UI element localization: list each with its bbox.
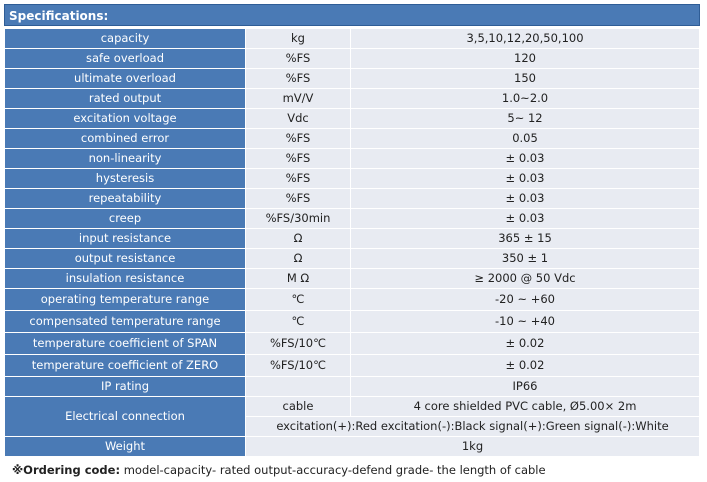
row-value: 3,5,10,12,20,50,100 [351, 29, 700, 49]
row-value: -20 ~ +60 [351, 289, 700, 311]
table-row [5, 209, 700, 229]
row-unit: ℃ [246, 289, 351, 311]
row-value: 365 ± 15 [351, 229, 700, 249]
row-value: ± 0.03 [351, 189, 700, 209]
row-param-label: temperature coefficient of SPAN [5, 333, 246, 355]
row-value: 1.0~2.0 [351, 89, 700, 109]
row-value: IP66 [351, 377, 700, 397]
row-unit: ℃ [246, 311, 351, 333]
row-unit: %FS/10℃ [246, 355, 351, 377]
table-row [5, 311, 700, 333]
spec-header: Specifications: [4, 4, 700, 26]
row-param-label: temperature coefficient of ZERO [5, 355, 246, 377]
row-value: ± 0.02 [351, 355, 700, 377]
row-unit: mV/V [246, 89, 351, 109]
table-row [5, 333, 700, 355]
cable-label: cable [246, 397, 351, 417]
wiring-value: excitation(+):Red excitation(-):Black signal(+):Green signal(-):White [246, 417, 700, 437]
weight-label: Weight [5, 437, 246, 457]
row-param-label: compensated temperature range [5, 311, 246, 333]
spec-sheet [4, 4, 700, 457]
row-value: ≥ 2000 @ 50 Vdc [351, 269, 700, 289]
table-row [5, 229, 700, 249]
table-row [5, 129, 700, 149]
row-param-label: output resistance [5, 249, 246, 269]
row-unit: M Ω [246, 269, 351, 289]
row-param-label: safe overload [5, 49, 246, 69]
row-unit: %FS/30min [246, 209, 351, 229]
row-value: ± 0.03 [351, 209, 700, 229]
table-row [5, 49, 700, 69]
table-row [5, 69, 700, 89]
table-row [5, 109, 700, 129]
table-row [5, 249, 700, 269]
table-row [5, 289, 700, 311]
row-param-label: ultimate overload [5, 69, 246, 89]
table-row [5, 377, 700, 397]
row-param-label: hysteresis [5, 169, 246, 189]
row-unit: Ω [246, 249, 351, 269]
row-param-label: capacity [5, 29, 246, 49]
electrical-connection-label: Electrical connection [5, 397, 246, 437]
row-value: 150 [351, 69, 700, 89]
row-unit: %FS [246, 149, 351, 169]
row-unit: %FS [246, 189, 351, 209]
row-value: 120 [351, 49, 700, 69]
row-value: 5~ 12 [351, 109, 700, 129]
ordering-code-note [12, 463, 546, 477]
row-unit: %FS [246, 69, 351, 89]
row-unit [246, 377, 351, 397]
row-param-label: rated output [5, 89, 246, 109]
row-param-label: input resistance [5, 229, 246, 249]
row-unit: Vdc [246, 109, 351, 129]
row-value: 350 ± 1 [351, 249, 700, 269]
table-row [5, 89, 700, 109]
table-row [5, 355, 700, 377]
row-param-label: repeatability [5, 189, 246, 209]
table-row [5, 29, 700, 49]
row-param-label: creep [5, 209, 246, 229]
ordering-code-text: model-capacity- rated output-accuracy-defend grade- the length of cable [120, 463, 546, 477]
ordering-code-label: ※Ordering code: [12, 463, 121, 477]
row-unit: %FS/10℃ [246, 333, 351, 355]
table-row-electrical-cable [5, 397, 700, 417]
row-param-label: insulation resistance [5, 269, 246, 289]
row-unit: %FS [246, 49, 351, 69]
row-unit: Ω [246, 229, 351, 249]
row-value: ± 0.03 [351, 149, 700, 169]
row-param-label: combined error [5, 129, 246, 149]
row-value: ± 0.03 [351, 169, 700, 189]
table-row-weight [5, 437, 700, 457]
table-row [5, 269, 700, 289]
row-value: -10 ~ +40 [351, 311, 700, 333]
row-param-label: excitation voltage [5, 109, 246, 129]
spec-table [4, 28, 700, 457]
row-unit: %FS [246, 129, 351, 149]
table-row [5, 169, 700, 189]
weight-value: 1kg [246, 437, 700, 457]
row-param-label: non-linearity [5, 149, 246, 169]
cable-value: 4 core shielded PVC cable, Ø5.00× 2m [351, 397, 700, 417]
spec-table-body [5, 29, 700, 457]
row-param-label: operating temperature range [5, 289, 246, 311]
row-value: ± 0.02 [351, 333, 700, 355]
row-unit: %FS [246, 169, 351, 189]
table-row [5, 149, 700, 169]
row-unit: kg [246, 29, 351, 49]
row-value: 0.05 [351, 129, 700, 149]
row-param-label: IP rating [5, 377, 246, 397]
table-row [5, 189, 700, 209]
